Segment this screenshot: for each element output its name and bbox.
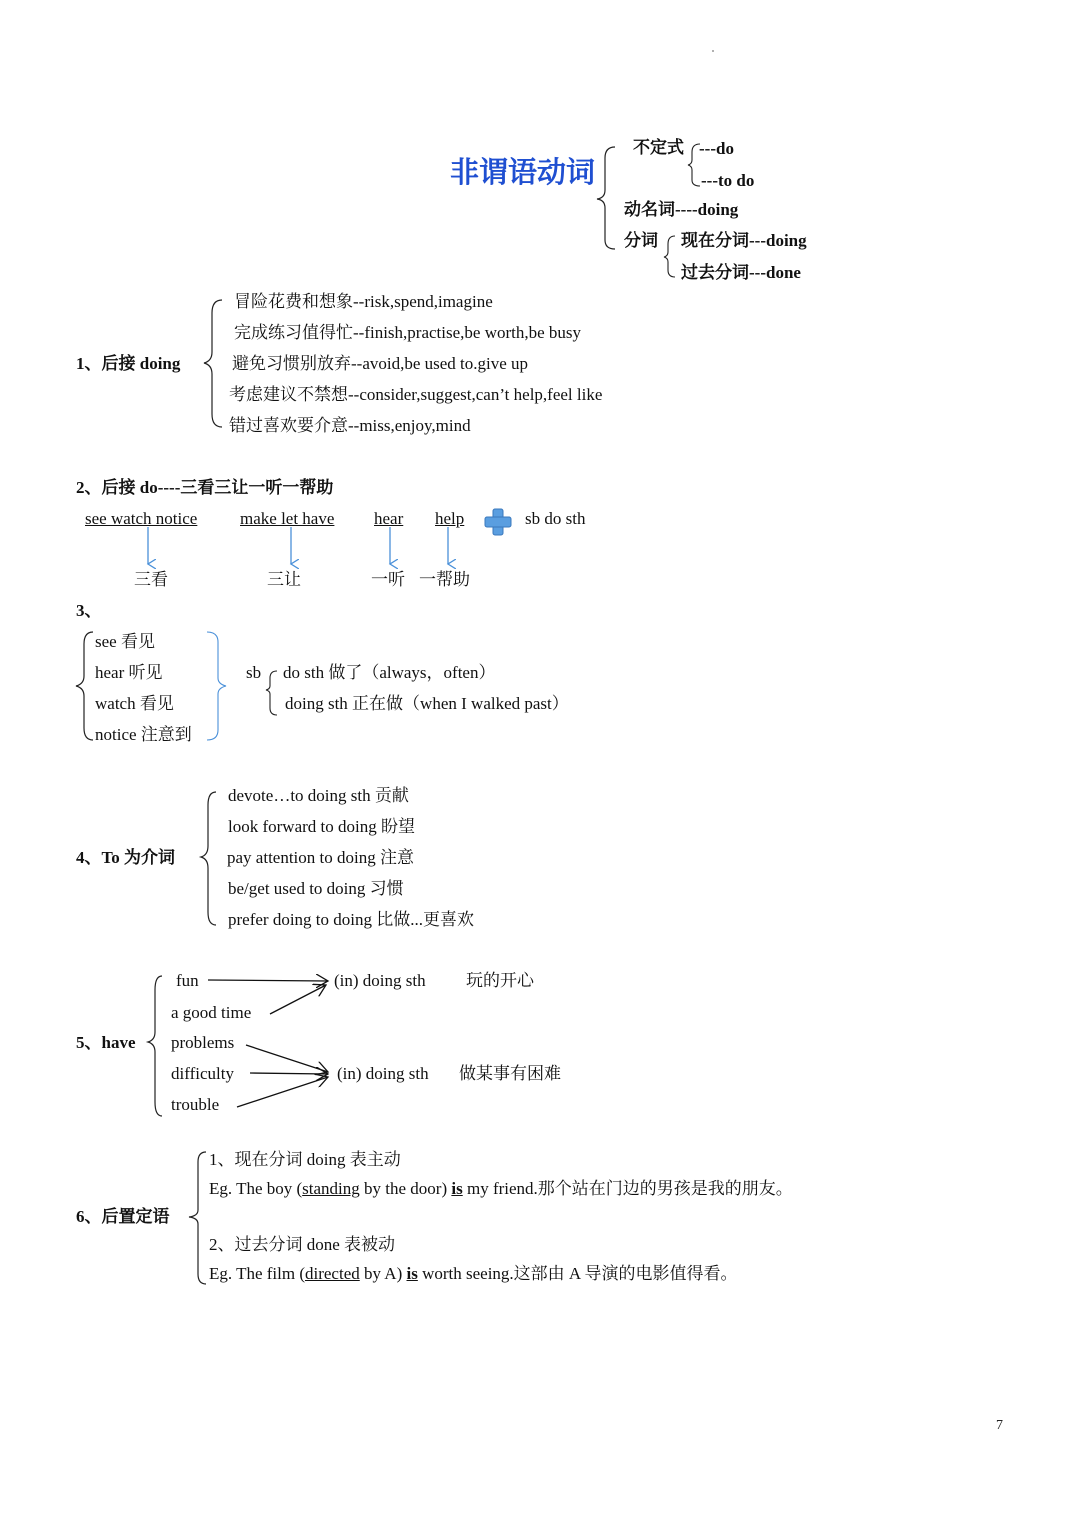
group-make-let-have: make let have xyxy=(240,509,335,528)
have-item-trouble: trouble xyxy=(171,1095,220,1114)
verb-is: is xyxy=(451,1179,463,1198)
meaning-one-hear: 一听 xyxy=(371,570,405,589)
page-number: 7 xyxy=(996,1418,1003,1433)
have-item-good-time: a good time xyxy=(171,1003,252,1022)
tree-gerund: 动名词----doing xyxy=(624,200,739,219)
plus-icon xyxy=(485,509,511,535)
underlined-word: directed xyxy=(305,1264,360,1283)
group-hear: hear xyxy=(374,509,404,528)
section3-left-brace xyxy=(76,632,93,740)
section2-tail: sb do sth xyxy=(525,509,586,528)
have-item-fun: fun xyxy=(176,971,199,990)
have-item-problems: problems xyxy=(171,1033,235,1052)
section1-item: 完成练习值得忙--finish,practise,be worth,be busy xyxy=(234,323,582,342)
arrow-good-time xyxy=(270,985,326,1014)
have-meaning-fun: 玩的开心 xyxy=(466,971,534,990)
group-help: help xyxy=(435,509,465,528)
section6-example-present: Eg. The boy (standing by the door) is my friend.那个站在门边的男孩是我的朋友。 xyxy=(209,1179,793,1198)
section3-sb-bracket xyxy=(266,671,277,715)
section3-option-doing: doing sth 正在做（when I walked past） xyxy=(285,694,569,713)
section1-item: 避免习惯别放弃--avoid,be used to.give up xyxy=(232,354,529,373)
section1-item: 冒险花费和想象--risk,spend,imagine xyxy=(234,292,493,311)
section3-verb: notice 注意到 xyxy=(95,725,192,744)
tree-infinitive: 不定式 xyxy=(633,138,684,157)
section4-item: devote…to doing sth 贡献 xyxy=(228,786,409,805)
tree-past-participle: 过去分词---done xyxy=(681,263,801,282)
decorative-dot xyxy=(712,50,714,52)
section4-label: 4、To 为介词 xyxy=(76,848,176,867)
section4-brace xyxy=(201,792,216,925)
arrow-trouble xyxy=(237,1077,328,1107)
section4-item: prefer doing to doing 比做...更喜欢 xyxy=(228,910,474,929)
tree-present-participle: 现在分词---doing xyxy=(681,231,807,250)
section1-item: 错过喜欢要介意--miss,enjoy,mind xyxy=(229,416,471,435)
arrow-difficulty xyxy=(250,1073,328,1074)
section6-example-past: Eg. The film (directed by A) is worth seeing.这部由 A 导演的电影值得看。 xyxy=(209,1264,738,1283)
section5-brace xyxy=(148,976,162,1116)
have-result-fun: (in) doing sth xyxy=(334,971,426,990)
arrow-fun xyxy=(208,980,328,981)
title-bracket xyxy=(597,147,615,249)
have-item-difficulty: difficulty xyxy=(171,1064,234,1083)
section4-item: look forward to doing 盼望 xyxy=(228,817,415,836)
page-title: 非谓语动词 xyxy=(450,157,596,189)
section5-label: 5、have xyxy=(76,1033,136,1052)
arrow-problems xyxy=(246,1045,328,1072)
meaning-three-see: 三看 xyxy=(134,570,168,589)
tree-inf-do: ---do xyxy=(699,139,734,158)
section1-brace xyxy=(204,300,222,427)
underlined-word: standing xyxy=(302,1179,360,1198)
section1-label: 1、后接 doing xyxy=(76,354,181,373)
meaning-three-let: 三让 xyxy=(267,570,301,589)
have-meaning-difficulty: 做某事有困难 xyxy=(459,1064,561,1083)
section3-verb: see 看见 xyxy=(95,632,155,651)
section3-verb: watch 看见 xyxy=(95,694,174,713)
section6-label: 6、后置定语 xyxy=(76,1207,170,1226)
section6-heading-past: 2、过去分词 done 表被动 xyxy=(209,1235,396,1254)
section4-item: be/get used to doing 习惯 xyxy=(228,879,404,898)
have-result-difficulty: (in) doing sth xyxy=(337,1064,429,1083)
section3-option-do: do sth 做了（always，often） xyxy=(283,663,496,682)
tree-participle: 分词 xyxy=(624,231,658,250)
section3-right-brace xyxy=(207,632,226,740)
group-see-watch-notice: see watch notice xyxy=(85,509,198,528)
verb-is: is xyxy=(406,1264,418,1283)
section6-heading-present: 1、现在分词 doing 表主动 xyxy=(209,1150,401,1169)
section3-sb: sb xyxy=(246,663,262,682)
section6-brace xyxy=(189,1152,206,1284)
section2-label: 2、后接 do----三看三让一听一帮助 xyxy=(76,478,334,497)
tree-inf-todo: ---to do xyxy=(701,171,755,190)
section4-item: pay attention to doing 注意 xyxy=(227,848,414,867)
section3-label: 3、 xyxy=(76,601,102,620)
section3-verb: hear 听见 xyxy=(95,663,163,682)
section1-item: 考虑建议不禁想--consider,suggest,can’t help,feel like xyxy=(229,385,603,404)
participle-bracket xyxy=(664,236,675,277)
meaning-one-help: 一帮助 xyxy=(419,570,470,589)
